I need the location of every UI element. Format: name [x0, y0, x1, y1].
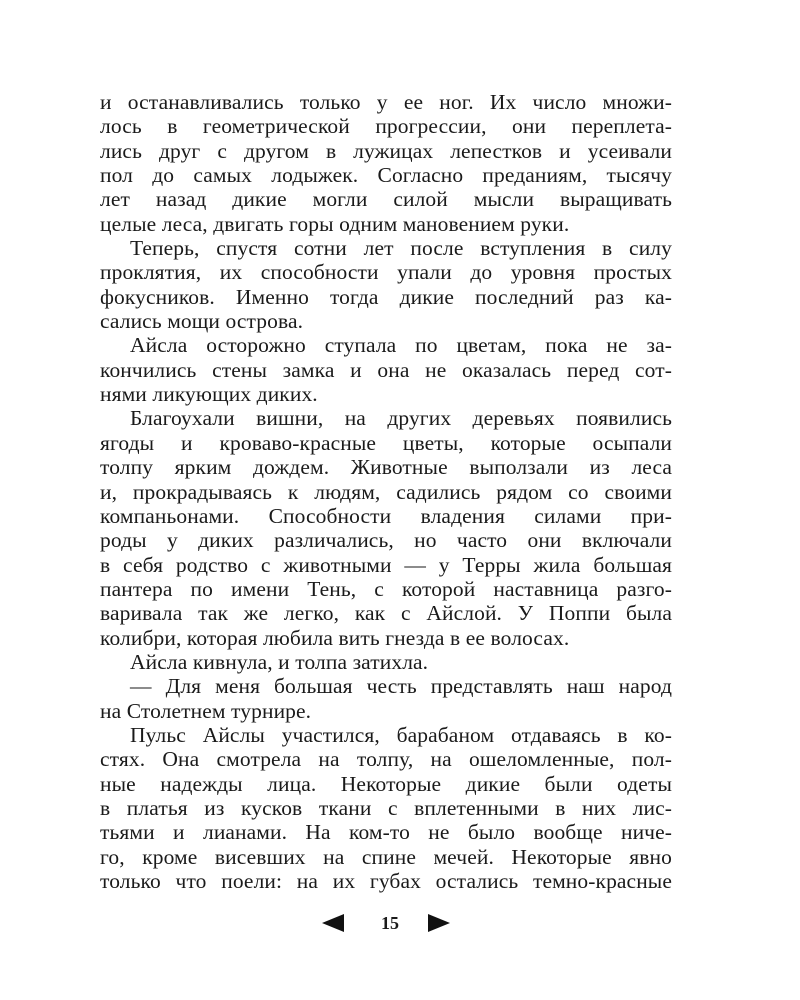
text-line: толпу ярким дождем. Животные выползали из леса	[100, 455, 672, 480]
text-line: проклятия, их способности упали до уровня простых	[100, 260, 672, 285]
triangle-left-icon	[322, 914, 344, 932]
text-line: только что поели: на их губах остались темно-красные	[100, 869, 672, 893]
text-line: на Столетнем турнире.	[100, 698, 312, 723]
text-line: лись друг с другом в лужицах лепестков и усеивали	[100, 138, 672, 163]
text-line: целые леса, двигать горы одним мановением руки.	[100, 211, 570, 236]
body-text	[100, 90, 672, 893]
text-line: Пульс Айслы участился, барабаном отдаваясь в ко-	[130, 722, 672, 747]
text-line: нями ликующих диких.	[100, 382, 318, 407]
text-line: ные надежды лица. Некоторые дикие были одеты	[100, 771, 672, 796]
text-line: Айсла осторожно ступала по цветам, пока не за-	[130, 333, 672, 358]
text-line: кончились стены замка и она не оказалась перед сот-	[100, 357, 672, 382]
text-line: и останавливались только у ее ног. Их число множи-	[100, 90, 672, 114]
text-line: в платья из кусков ткани с вплетенными в них лис-	[100, 795, 672, 820]
page-footer	[0, 908, 800, 938]
text-line: тьями и лианами. На ком-то не было вообще ниче-	[100, 820, 672, 845]
text-line: варивала так же легко, как с Айслой. У Поппи была	[100, 601, 672, 626]
text-line: пол до самых лодыжек. Согласно преданиям, тысячу	[100, 163, 672, 188]
text-line: лет назад дикие могли силой мысли выращивать	[100, 187, 672, 212]
page-number: 15	[381, 913, 399, 933]
text-line: в себя родство с животными — у Терры жила большая	[100, 552, 672, 577]
text-line: ягоды и кроваво-красные цветы, которые осыпали	[100, 430, 672, 455]
text-line: колибри, которая любила вить гнезда в ее волосах.	[100, 625, 570, 650]
text-line: роды у диких различались, но часто они включали	[100, 528, 672, 553]
text-line: го, кроме висевших на спине мечей. Некоторые явно	[100, 844, 672, 869]
text-line: фокусников. Именно тогда дикие последний раз ка-	[100, 284, 672, 309]
text-line: пантера по имени Тень, с которой наставница разго-	[100, 576, 672, 601]
text-line: — Для меня большая честь представлять наш народ	[130, 674, 672, 699]
text-line: Теперь, спустя сотни лет после вступления в силу	[130, 236, 672, 261]
text-line: Айсла кивнула, и толпа затихла.	[130, 649, 429, 674]
triangle-right-icon	[428, 914, 450, 932]
text-line: и, прокрадываясь к людям, садились рядом со своими	[100, 479, 672, 504]
text-line: Благоухали вишни, на других деревьях появились	[130, 406, 672, 431]
text-line: стях. Она смотрела на толпу, на ошеломленные, пол-	[100, 747, 672, 772]
text-line: компаньонами. Способности владения силами при-	[100, 503, 672, 528]
text-line: лось в геометрической прогрессии, они переплета-	[100, 114, 672, 139]
text-line: сались мощи острова.	[100, 309, 304, 334]
